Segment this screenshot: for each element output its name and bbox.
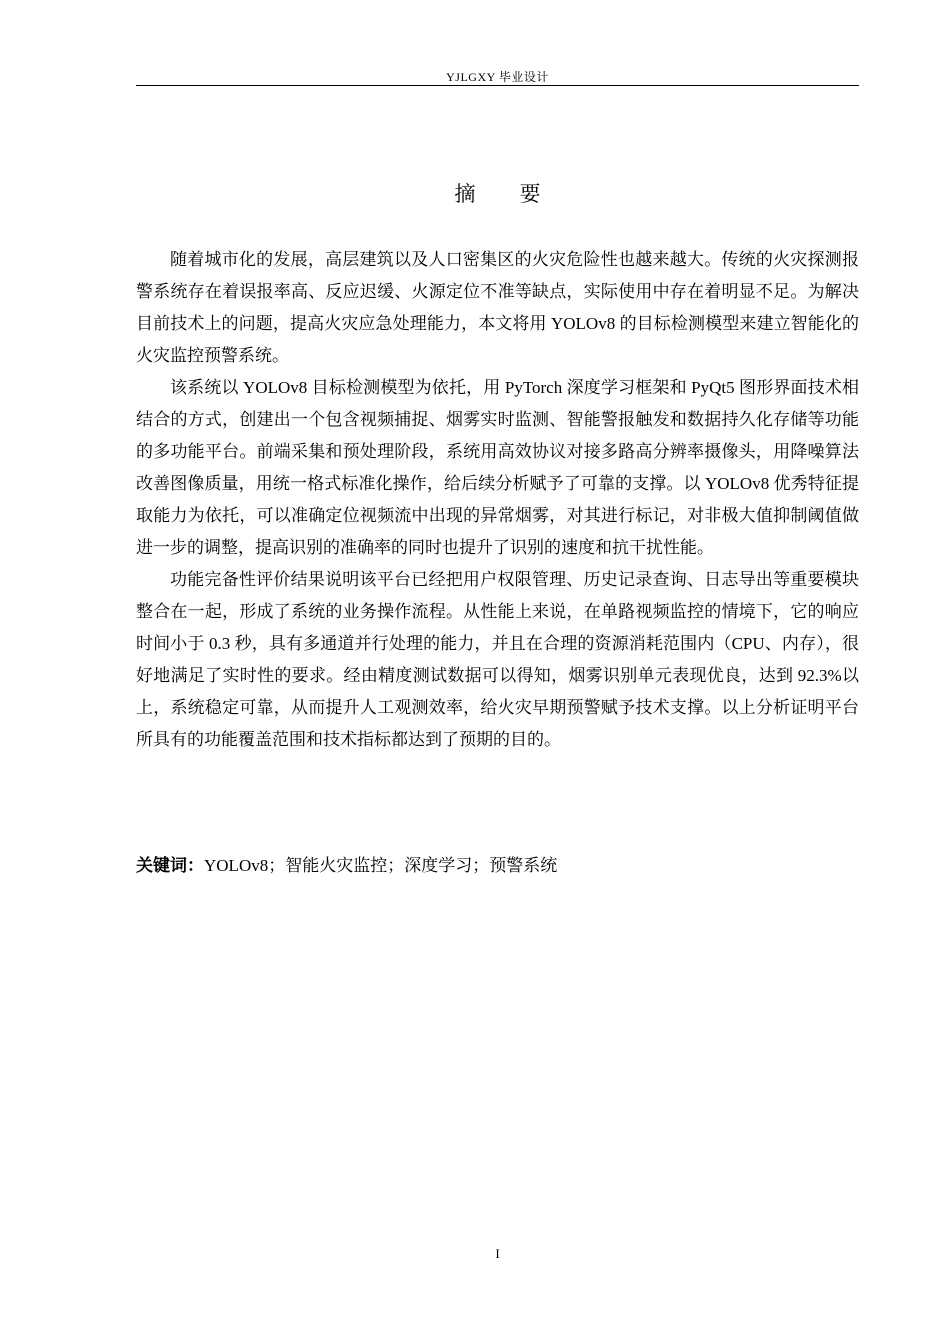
header-rule xyxy=(136,85,859,86)
abstract-body xyxy=(136,244,859,756)
page-number: I xyxy=(495,1246,500,1261)
abstract-title: 摘要 xyxy=(454,182,585,206)
keywords-line xyxy=(136,850,859,882)
abstract-paragraph-2: 该系统以 YOLOv8 目标检测模型为依托，用 PyTorch 深度学习框架和 PyQt5 图形界面技术相结合的方式，创建出一个包含视频捕捉、烟雾实时监测、智能警报触发和数据持久化存储等功能的多功能平台。前端采集和预处理阶段，系统用高效协议对接多路高分辨率摄像头，用降噪算法改善图像质量，用统一格式标准化操作，给后续分析赋予了可靠的支撑。以 YOLOv8 优秀特征提取能力为依托，可以准确定位视频流中出现的异常烟雾，对其进行标记，对非极大值抑制阈值做进一步的调整，提高识别的准确率的同时也提升了识别的速度和抗干扰性能。 xyxy=(136,378,859,557)
page-header: YJLGXY 毕业设计 xyxy=(446,70,549,84)
abstract-paragraph-1: 随着城市化的发展，高层建筑以及人口密集区的火灾危险性也越来越大。传统的火灾探测报警系统存在着误报率高、反应迟缓、火源定位不准等缺点，实际使用中存在着明显不足。为解决目前技术上的问题，提高火灾应急处理能力，本文将用 YOLOv8 的目标检测模型来建立智能化的火灾监控预警系统。 xyxy=(136,250,859,365)
keywords-value: YOLOv8；智能火灾监控；深度学习；预警系统 xyxy=(204,856,558,875)
keywords-label: 关键词： xyxy=(136,856,204,875)
abstract-paragraph-3: 功能完备性评价结果说明该平台已经把用户权限管理、历史记录查询、日志导出等重要模块整合在一起，形成了系统的业务操作流程。从性能上来说，在单路视频监控的情境下，它的响应时间小于 0.3 秒，具有多通道并行处理的能力，并且在合理的资源消耗范围内（CPU、内存），很好地满足了实时性的要求。经由精度测试数据可以得知，烟雾识别单元表现优良，达到 92.3%以上，系统稳定可靠，从而提升人工观测效率，给火灾早期预警赋予技术支撑。以上分析证明平台所具有的功能覆盖范围和技术指标都达到了预期的目的。 xyxy=(136,570,859,749)
